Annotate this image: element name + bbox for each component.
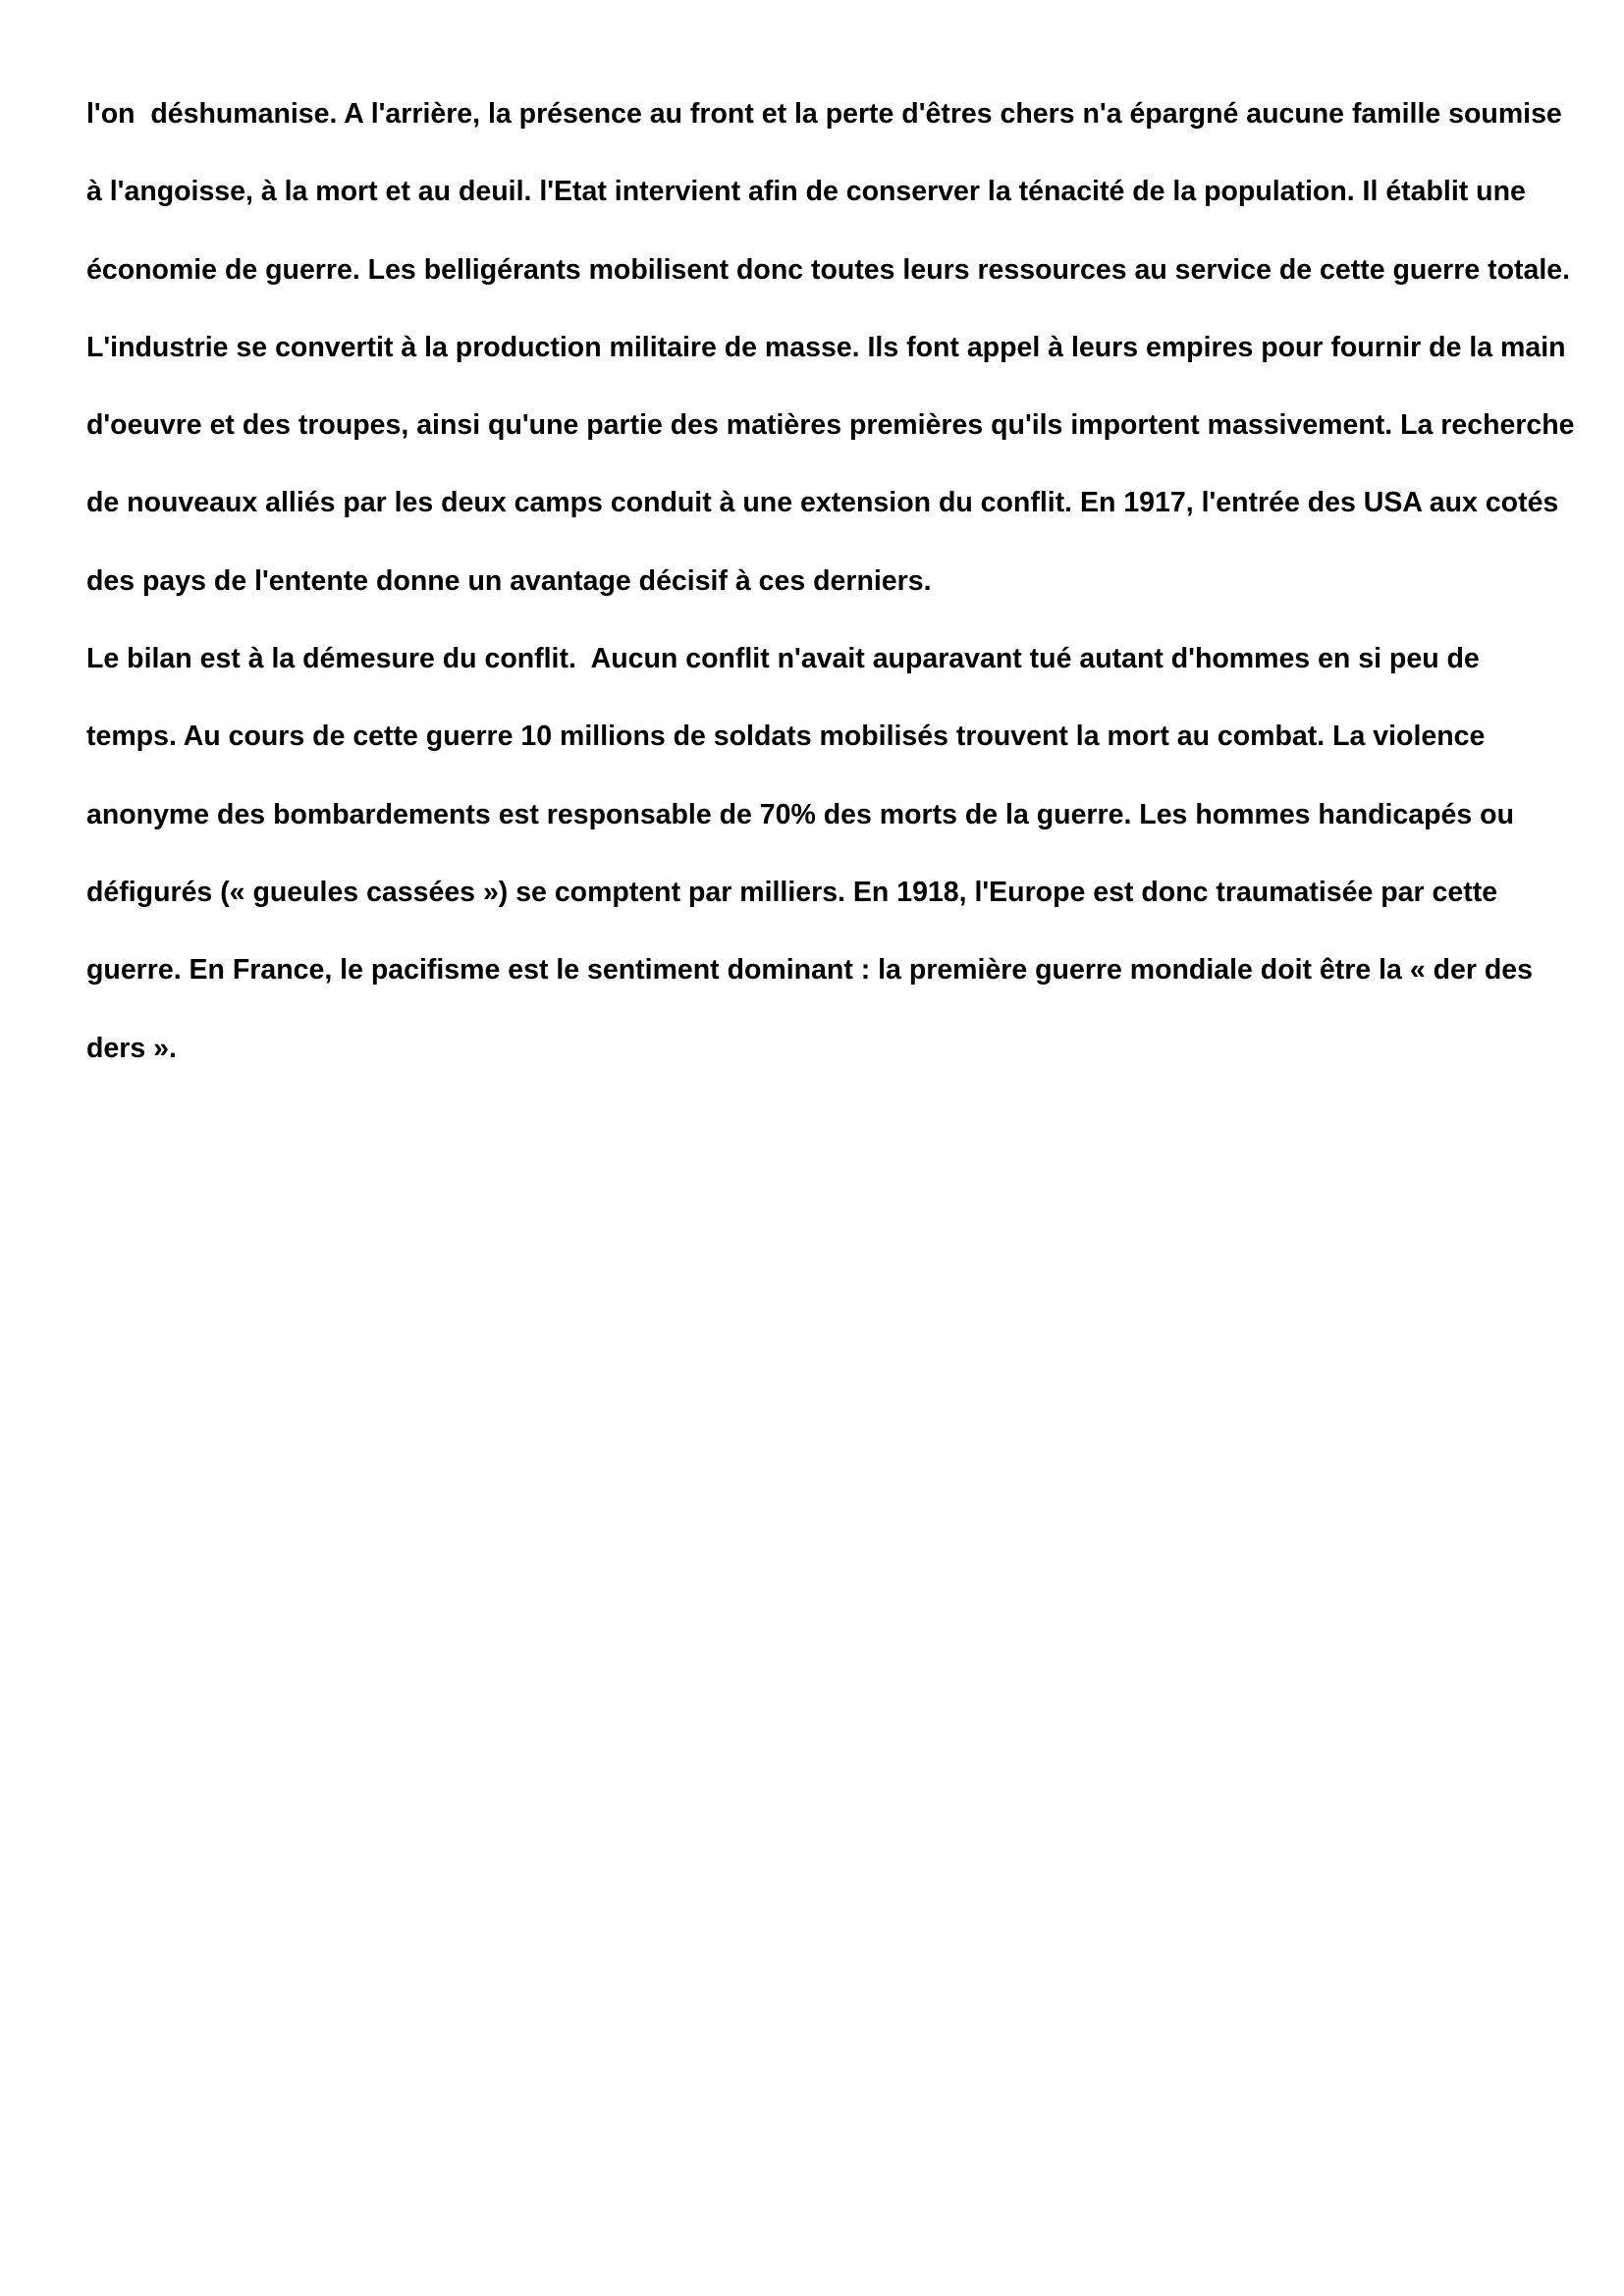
text-line: guerre. En France, le pacifisme est le sentiment dominant : la première guerre mondiale doit être la « der des	[86, 954, 1533, 987]
text-line: défigurés (« gueules cassées ») se comptent par milliers. En 1918, l'Europe est donc traumatisée par cette	[86, 876, 1498, 908]
text-line: L'industrie se convertit à la production militaire de masse. Ils font appel à leurs empires pour fournir de la main	[86, 331, 1566, 363]
text-line: économie de guerre. Les belligérants mobilisent donc toutes leurs ressources au service de cette guerre totale.	[86, 253, 1571, 286]
text-line: de nouveaux alliés par les deux camps conduit à une extension du conflit. En 1917, l'entrée des USA aux cotés	[86, 487, 1559, 519]
text-line: d'oeuvre et des troupes, ainsi qu'une partie des matières premières qu'ils importent massivement. La recherche	[86, 409, 1575, 442]
body-text	[86, 94, 1575, 1106]
text-line: ders ».	[86, 1032, 177, 1064]
text-line: Le bilan est à la démesure du conflit. Aucun conflit n'avait auparavant tué autant d'hommes en si peu de	[86, 643, 1480, 675]
text-line: des pays de l'entente donne un avantage décisif à ces derniers.	[86, 564, 932, 597]
text-line: temps. Au cours de cette guerre 10 millions de soldats mobilisés trouvent la mort au combat. La violence	[86, 721, 1486, 753]
text-line: l'on déshumanise. A l'arrière, la présence au front et la perte d'êtres chers n'a épargné aucune famille soumise	[86, 98, 1562, 130]
text-line: anonyme des bombardements est responsable de 70% des morts de la guerre. Les hommes handicapés ou	[86, 798, 1514, 830]
text-line: à l'angoisse, à la mort et au deuil. l'Etat intervient afin de conserver la ténacité de la population. Il établit une	[86, 176, 1526, 208]
